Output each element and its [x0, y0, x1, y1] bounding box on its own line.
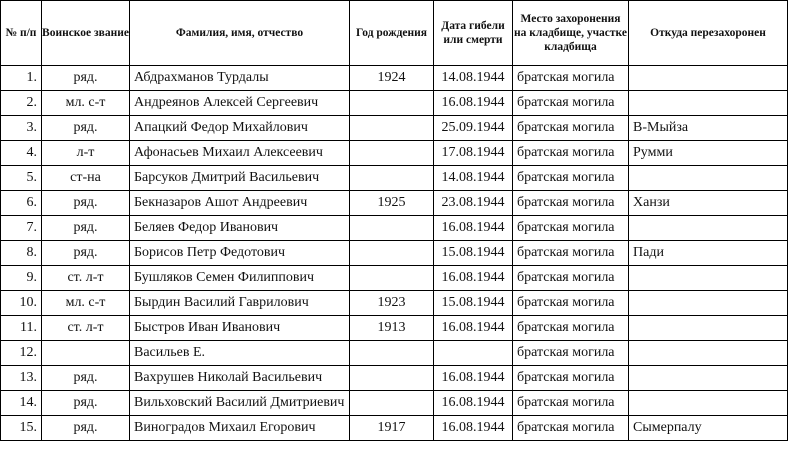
cell-year [350, 141, 434, 166]
cell-date: 15.08.1944 [434, 291, 513, 316]
cell-date [434, 341, 513, 366]
cell-num: 1. [1, 66, 42, 91]
cell-year [350, 216, 434, 241]
table-row [1, 266, 788, 291]
table-row [1, 116, 788, 141]
table-row [1, 316, 788, 341]
cell-num: 10. [1, 291, 42, 316]
cell-date: 25.09.1944 [434, 116, 513, 141]
cell-from [629, 291, 788, 316]
cell-rank: ряд. [42, 116, 130, 141]
cell-place: братская могила [513, 266, 629, 291]
cell-place: братская могила [513, 366, 629, 391]
cell-from [629, 316, 788, 341]
cell-from [629, 266, 788, 291]
cell-from: Ханзи [629, 191, 788, 216]
cell-num: 11. [1, 316, 42, 341]
cell-year [350, 391, 434, 416]
cell-year: 1925 [350, 191, 434, 216]
cell-place: братская могила [513, 341, 629, 366]
cell-num: 14. [1, 391, 42, 416]
cell-date: 16.08.1944 [434, 416, 513, 441]
cell-place: братская могила [513, 216, 629, 241]
cell-num: 3. [1, 116, 42, 141]
cell-name: Вильховский Василий Дмитриевич [130, 391, 350, 416]
cell-place: братская могила [513, 91, 629, 116]
cell-place: братская могила [513, 191, 629, 216]
cell-date: 16.08.1944 [434, 391, 513, 416]
cell-num: 6. [1, 191, 42, 216]
cell-place: братская могила [513, 166, 629, 191]
cell-num: 15. [1, 416, 42, 441]
cell-place: братская могила [513, 241, 629, 266]
cell-date: 16.08.1944 [434, 366, 513, 391]
table-row [1, 141, 788, 166]
cell-rank: ряд. [42, 191, 130, 216]
cell-name: Апацкий Федор Михайлович [130, 116, 350, 141]
header-name: Фамилия, имя, отчество [130, 1, 350, 66]
cell-date: 15.08.1944 [434, 241, 513, 266]
cell-year [350, 116, 434, 141]
cell-date: 23.08.1944 [434, 191, 513, 216]
cell-num: 5. [1, 166, 42, 191]
cell-place: братская могила [513, 141, 629, 166]
cell-rank: ряд. [42, 216, 130, 241]
table-row [1, 166, 788, 191]
table-row [1, 416, 788, 441]
table-row [1, 216, 788, 241]
cell-name: Афонасьев Михаил Алексеевич [130, 141, 350, 166]
cell-name: Бушляков Семен Филиппович [130, 266, 350, 291]
cell-year: 1924 [350, 66, 434, 91]
cell-place: братская могила [513, 66, 629, 91]
header-num: № п/п [1, 1, 42, 66]
cell-num: 9. [1, 266, 42, 291]
cell-name: Беляев Федор Иванович [130, 216, 350, 241]
cell-name: Васильев Е. [130, 341, 350, 366]
cell-from [629, 66, 788, 91]
cell-rank: л-т [42, 141, 130, 166]
cell-year: 1913 [350, 316, 434, 341]
header-rank: Воинское звание [42, 1, 130, 66]
cell-year [350, 241, 434, 266]
cell-year [350, 341, 434, 366]
cell-date: 16.08.1944 [434, 266, 513, 291]
cell-place: братская могила [513, 291, 629, 316]
cell-date: 16.08.1944 [434, 91, 513, 116]
table-row [1, 341, 788, 366]
cell-year [350, 166, 434, 191]
cell-place: братская могила [513, 391, 629, 416]
cell-rank: ряд. [42, 66, 130, 91]
cell-from [629, 216, 788, 241]
cell-num: 13. [1, 366, 42, 391]
cell-year: 1917 [350, 416, 434, 441]
cell-name: Виноградов Михаил Егорович [130, 416, 350, 441]
cell-num: 7. [1, 216, 42, 241]
table-row [1, 366, 788, 391]
cell-name: Вахрушев Николай Васильевич [130, 366, 350, 391]
cell-place: братская могила [513, 416, 629, 441]
cell-from [629, 391, 788, 416]
table-row [1, 241, 788, 266]
cell-rank: мл. с-т [42, 91, 130, 116]
cell-date: 16.08.1944 [434, 316, 513, 341]
cell-year: 1923 [350, 291, 434, 316]
cell-name: Бекназаров Ашот Андреевич [130, 191, 350, 216]
cell-num: 4. [1, 141, 42, 166]
table-row [1, 191, 788, 216]
table-row [1, 66, 788, 91]
cell-name: Абдрахманов Турдалы [130, 66, 350, 91]
cell-date: 14.08.1944 [434, 166, 513, 191]
cell-rank: мл. с-т [42, 291, 130, 316]
cell-date: 14.08.1944 [434, 66, 513, 91]
cell-year [350, 266, 434, 291]
cell-name: Быстров Иван Иванович [130, 316, 350, 341]
header-date: Дата гибели или смерти [434, 1, 513, 66]
cell-from [629, 91, 788, 116]
cell-date: 17.08.1944 [434, 141, 513, 166]
cell-date: 16.08.1944 [434, 216, 513, 241]
cell-name: Андреянов Алексей Сергеевич [130, 91, 350, 116]
cell-name: Борисов Петр Федотович [130, 241, 350, 266]
cell-num: 8. [1, 241, 42, 266]
cell-rank: ряд. [42, 366, 130, 391]
cell-rank: ряд. [42, 241, 130, 266]
cell-name: Бырдин Василий Гаврилович [130, 291, 350, 316]
cell-place: братская могила [513, 316, 629, 341]
table-header-row [1, 1, 788, 66]
cell-from [629, 366, 788, 391]
table-body [1, 66, 788, 441]
cell-year [350, 91, 434, 116]
cell-place: братская могила [513, 116, 629, 141]
cell-from: Румми [629, 141, 788, 166]
table-row [1, 291, 788, 316]
header-place: Место захоронения на кладбище, участке кладбища [513, 1, 629, 66]
cell-year [350, 366, 434, 391]
table-row [1, 391, 788, 416]
cell-from: Сымерпалу [629, 416, 788, 441]
header-from: Откуда перезахоронен [629, 1, 788, 66]
cell-num: 12. [1, 341, 42, 366]
cell-name: Барсуков Дмитрий Васильевич [130, 166, 350, 191]
cell-rank: ст-на [42, 166, 130, 191]
cell-from: Пади [629, 241, 788, 266]
cell-rank: ст. л-т [42, 266, 130, 291]
cell-from [629, 341, 788, 366]
cell-rank: ряд. [42, 416, 130, 441]
table-row [1, 91, 788, 116]
cell-num: 2. [1, 91, 42, 116]
header-year: Год рождения [350, 1, 434, 66]
cell-rank: ряд. [42, 391, 130, 416]
cell-rank: ст. л-т [42, 316, 130, 341]
cell-from [629, 166, 788, 191]
cell-rank [42, 341, 130, 366]
cell-from: В-Мыйза [629, 116, 788, 141]
